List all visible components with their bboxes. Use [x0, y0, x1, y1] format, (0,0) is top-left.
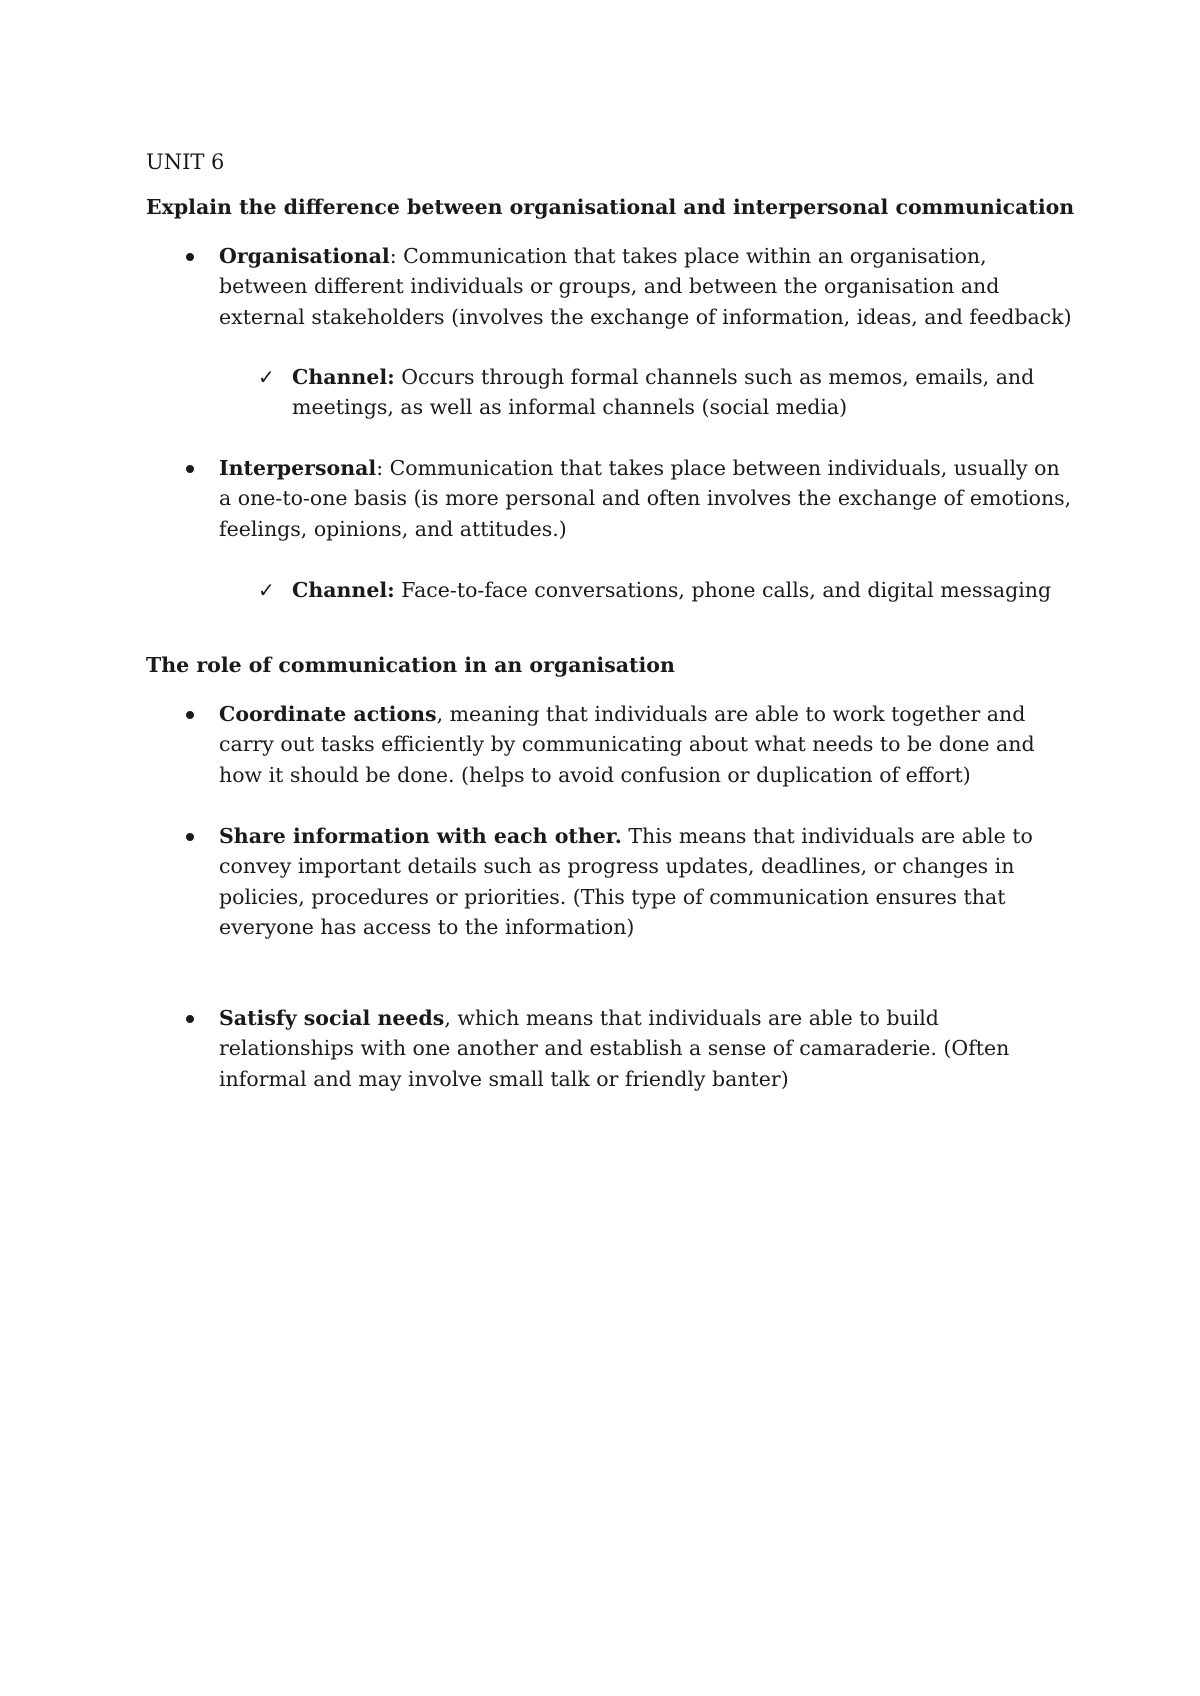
bullet-icon: [186, 253, 194, 261]
checkmark-icon: ✓: [258, 365, 275, 389]
list-item-text: [292, 575, 1076, 605]
term-description: , which means that individuals are able to build relationships with one another and establish a sense of camaraderie. (Often informal and may involve small talk or friendly banter): [219, 1006, 1010, 1091]
list-item-coordinate-actions: [146, 699, 1076, 790]
list-item-interpersonal-channel: [146, 575, 1076, 605]
term-description: , meaning that individuals are able to work together and carry out tasks efficiently by communicating about what needs to be done and how it should be done. (helps to avoid confusion or duplication of effort): [219, 702, 1035, 787]
channel-description: Occurs through formal channels such as memos, emails, and meetings, as well as informal channels (social media): [292, 365, 1035, 420]
channel-label: Channel:: [292, 365, 395, 389]
bullet-icon: [186, 465, 194, 473]
section-title-role: The role of communication in an organisation: [146, 653, 675, 677]
channel-label: Channel:: [292, 578, 395, 602]
bullet-icon: [186, 833, 194, 841]
bullet-icon: [186, 711, 194, 719]
term-label: Coordinate actions: [219, 702, 437, 726]
channel-description: Face-to-face conversations, phone calls, and digital messaging: [394, 578, 1052, 602]
list-item-text: [292, 362, 1076, 423]
term-description: : Communication that takes place between individuals, usually on a one-to-one basis (is more personal and often involves the exchange of emotions, feelings, opinions, and attitudes.): [219, 456, 1072, 541]
term-label: Organisational: [219, 244, 390, 268]
list-item-share-information: [146, 821, 1076, 943]
list-item-text: [219, 821, 1074, 943]
section-title-difference: Explain the difference between organisational and interpersonal communication: [146, 195, 1075, 219]
term-label: Share information with each other.: [219, 824, 622, 848]
unit-heading: UNIT 6: [146, 150, 225, 174]
term-description: : Communication that takes place within an organisation, between different individuals or groups, and between the organisation and external stakeholders (involves the exchange of information, ideas, and feedback): [219, 244, 1072, 329]
list-item-text: [219, 453, 1074, 544]
list-item-text: [219, 1003, 1074, 1094]
list-item-interpersonal: [146, 453, 1076, 544]
list-item-text: [219, 699, 1074, 790]
list-item-organisational: [146, 241, 1076, 332]
term-label: Satisfy social needs: [219, 1006, 445, 1030]
checkmark-icon: ✓: [258, 578, 275, 602]
bullet-icon: [186, 1015, 194, 1023]
term-label: Interpersonal: [219, 456, 377, 480]
list-item-social-needs: [146, 1003, 1076, 1094]
list-item-organisational-channel: [146, 362, 1076, 423]
list-item-text: [219, 241, 1074, 332]
term-description: This means that individuals are able to convey important details such as progress updates, deadlines, or changes in policies, procedures or priorities. (This type of communication ensures that everyone has access to the information): [219, 824, 1033, 940]
